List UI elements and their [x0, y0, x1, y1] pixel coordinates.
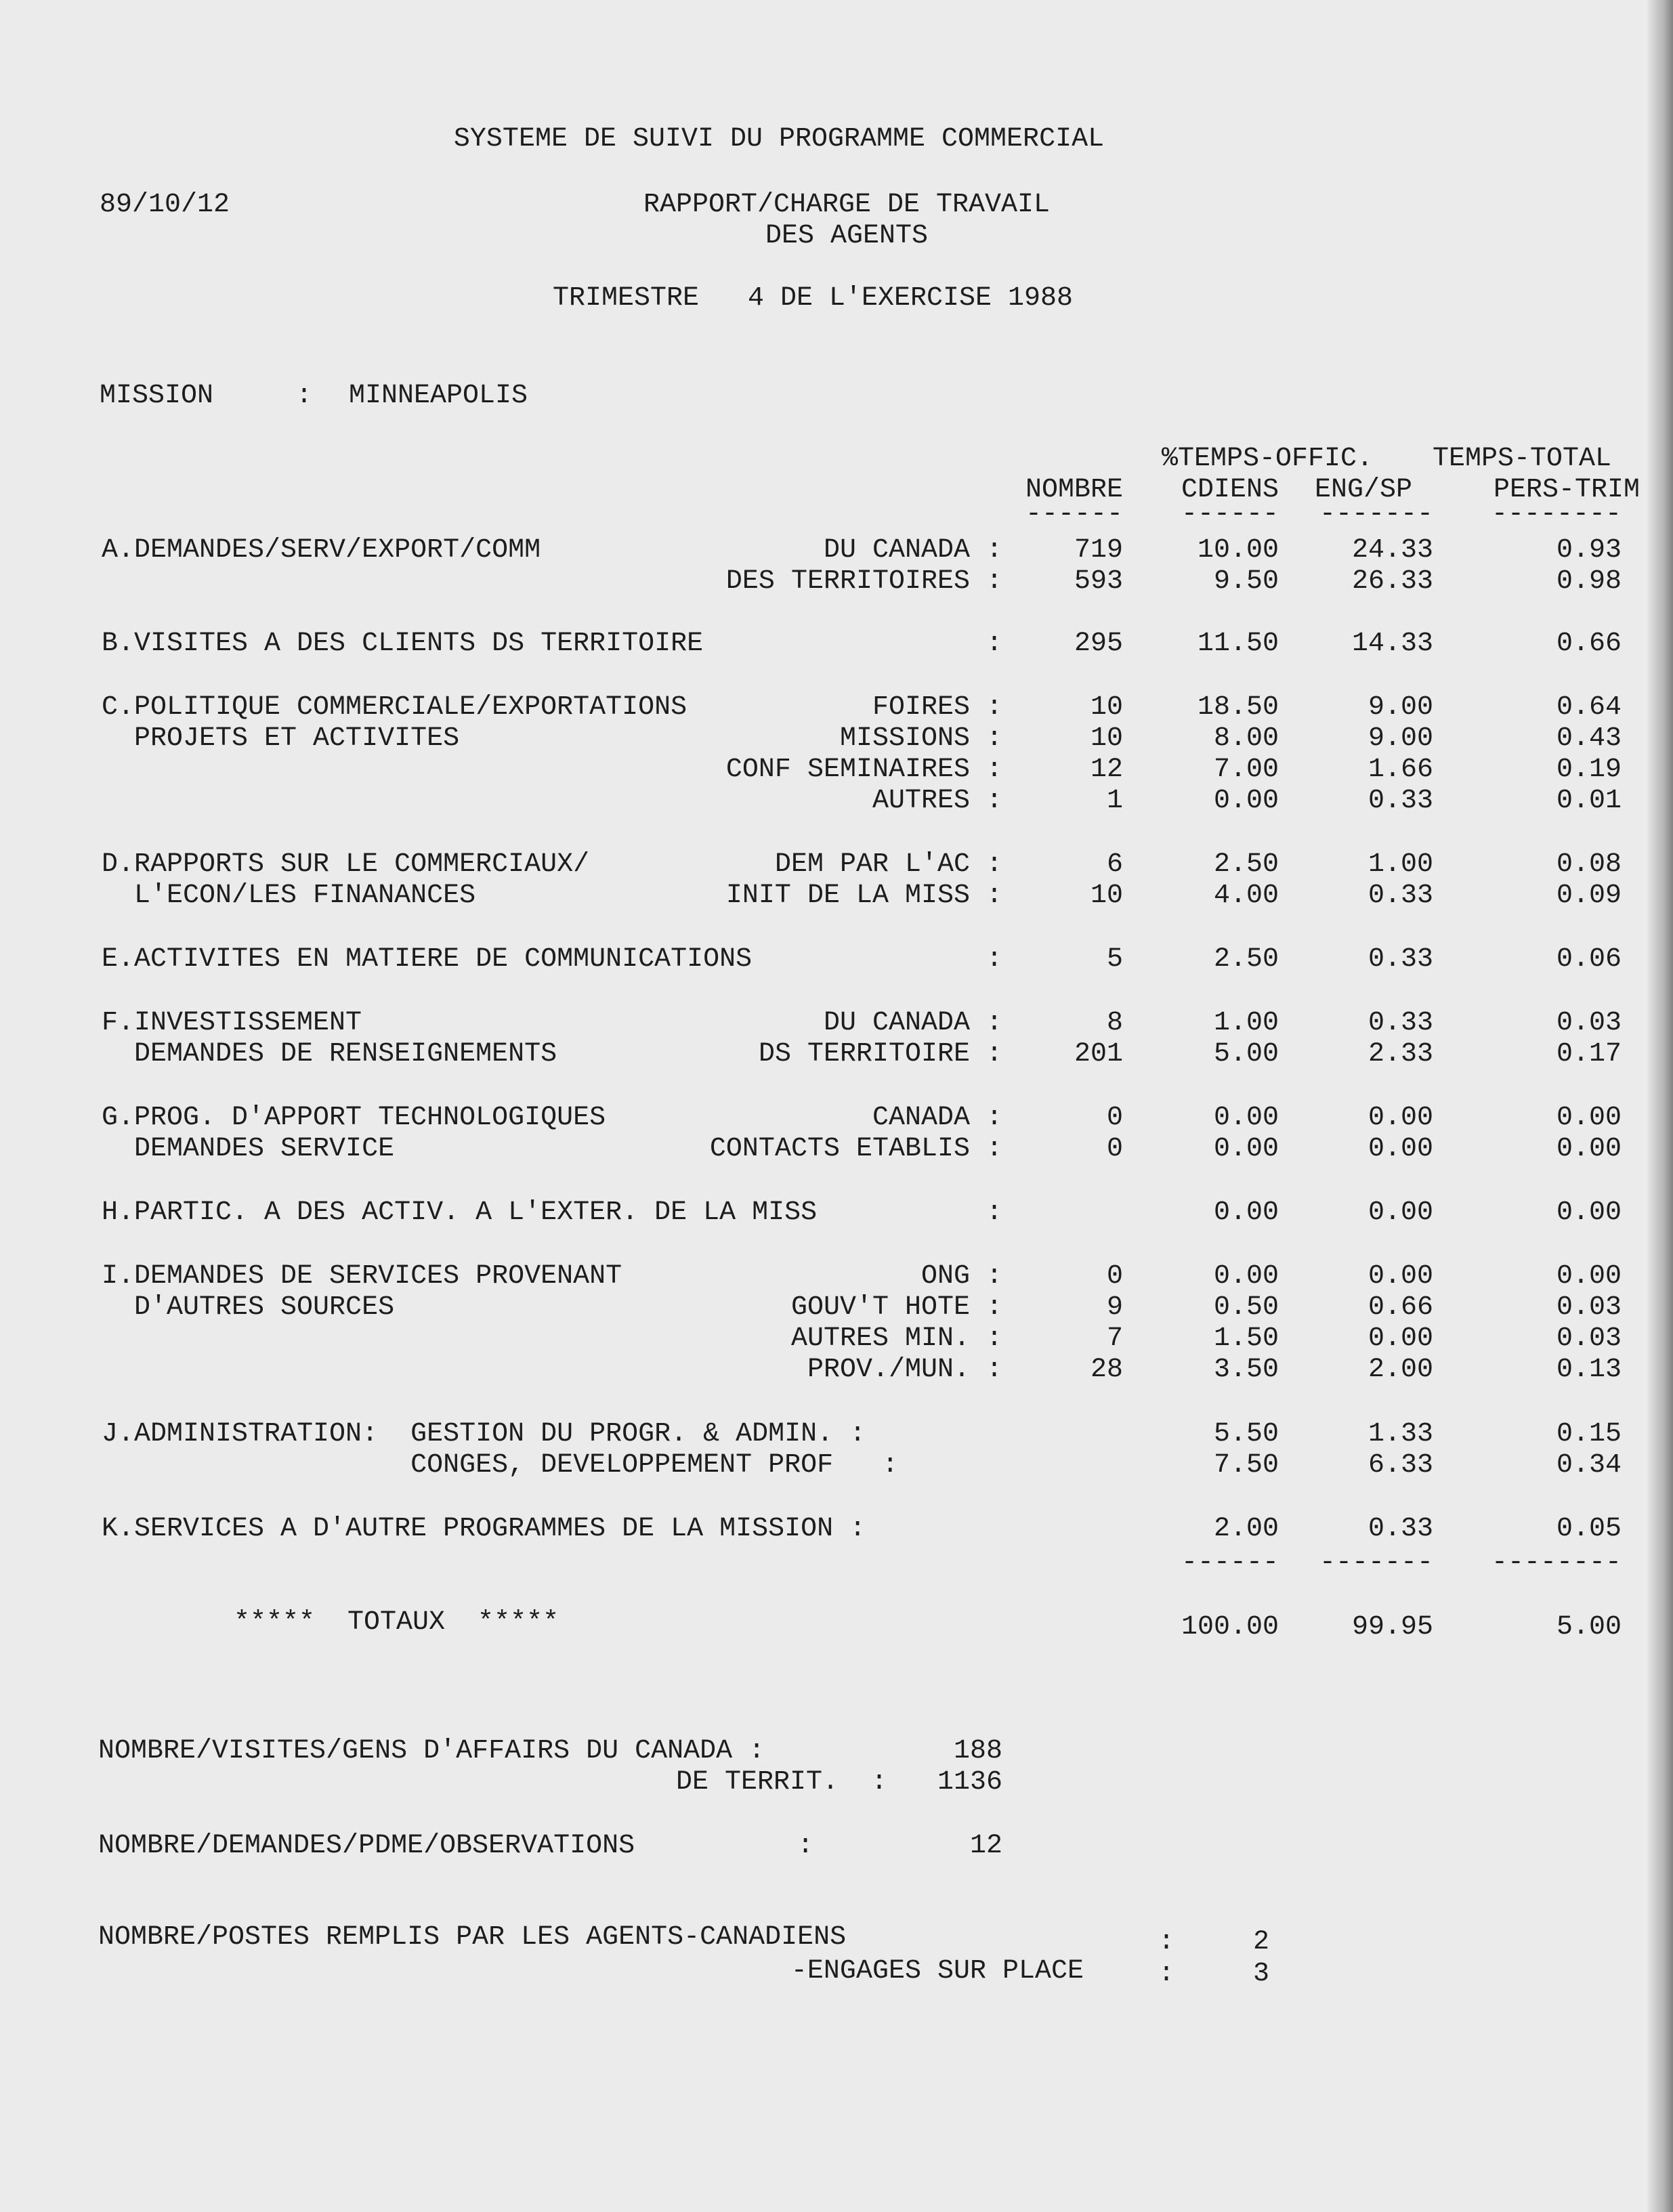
- row-label: L'ECON/LES FINANANCES: [102, 880, 476, 911]
- col-header-cdiens: CDIENS: [1181, 475, 1279, 505]
- row-pers-trim: 0.00: [1556, 1103, 1622, 1133]
- row-sublabel: DES TERRITOIRES :: [725, 566, 1002, 597]
- row-engsp: 9.00: [1368, 692, 1433, 723]
- totals-underline-engsp: -------: [1319, 1548, 1433, 1578]
- footer-territ-label: DE TERRIT. :: [675, 1767, 887, 1798]
- row-pers-trim: 0.00: [1556, 1261, 1622, 1292]
- row-pers-trim: 0.03: [1556, 1323, 1622, 1354]
- scan-edge-shadow: [1646, 0, 1673, 2212]
- row-pers-trim: 0.09: [1556, 880, 1622, 911]
- footer-engages-colon: :: [1158, 1959, 1175, 1989]
- col-header-nombre: NOMBRE: [1025, 475, 1123, 505]
- row-pers-trim: 0.03: [1556, 1008, 1622, 1038]
- row-engsp: 0.33: [1368, 1514, 1433, 1544]
- row-cdiens: 0.00: [1213, 1197, 1279, 1228]
- row-nombre: 28: [1090, 1355, 1123, 1385]
- row-label: D.RAPPORTS SUR LE COMMERCIAUX/: [102, 849, 590, 880]
- footer-postes-colon: :: [1158, 1927, 1175, 1957]
- footer-visites-canada: 188: [953, 1736, 1002, 1766]
- row-engsp: 0.00: [1368, 1103, 1433, 1133]
- row-label: J.ADMINISTRATION: GESTION DU PROGR. & ADMIN. :: [102, 1419, 866, 1449]
- row-pers-trim: 0.66: [1556, 629, 1622, 659]
- row-engsp: 0.33: [1368, 880, 1433, 911]
- col-underline-pers: --------: [1491, 499, 1622, 530]
- row-nombre: 7: [1106, 1323, 1123, 1354]
- row-sublabel: CONTACTS ETABLIS :: [709, 1134, 1002, 1164]
- row-pers-trim: 0.05: [1556, 1514, 1622, 1544]
- row-pers-trim: 0.43: [1556, 723, 1622, 754]
- row-engsp: 0.33: [1368, 1008, 1433, 1038]
- row-nombre: 1: [1106, 786, 1123, 816]
- row-sublabel: CONF SEMINAIRES :: [725, 754, 1002, 785]
- row-nombre: 10: [1090, 723, 1123, 754]
- row-cdiens: 2.00: [1213, 1514, 1279, 1544]
- row-nombre: 0: [1106, 1261, 1123, 1292]
- row-label: PROJETS ET ACTIVITES: [102, 723, 460, 754]
- row-nombre: 201: [1074, 1039, 1123, 1069]
- totals-underline-pers: --------: [1491, 1548, 1622, 1578]
- row-nombre: 593: [1074, 566, 1123, 597]
- footer-visites-label: NOMBRE/VISITES/GENS D'AFFAIRS DU CANADA :: [98, 1736, 765, 1766]
- footer-visites-territ: 1136: [937, 1767, 1002, 1798]
- row-cdiens: 0.00: [1213, 1103, 1279, 1133]
- row-cdiens: 2.50: [1213, 849, 1279, 880]
- footer-postes-engages: 3: [1253, 1959, 1270, 1989]
- row-label: K.SERVICES A D'AUTRE PROGRAMMES DE LA MISSION :: [102, 1514, 866, 1544]
- col-underline-nombre: ------: [1025, 499, 1123, 530]
- row-sublabel: GOUV'T HOTE :: [790, 1292, 1002, 1323]
- mission-value: MINNEAPOLIS: [349, 381, 528, 411]
- row-pers-trim: 0.98: [1556, 566, 1622, 597]
- report-date: 89/10/12: [100, 190, 230, 220]
- row-label: B.VISITES A DES CLIENTS DS TERRITOIRE: [102, 629, 704, 659]
- row-label: F.INVESTISSEMENT: [102, 1008, 362, 1038]
- row-sublabel: DU CANADA :: [823, 535, 1002, 566]
- row-label: CONGES, DEVELOPPEMENT PROF :: [102, 1450, 899, 1481]
- row-sublabel: ONG :: [920, 1261, 1002, 1292]
- row-sublabel: INIT DE LA MISS :: [725, 880, 1002, 911]
- footer-postes-canadiens: 2: [1253, 1927, 1270, 1957]
- row-label: H.PARTIC. A DES ACTIV. A L'EXTER. DE LA MISS: [102, 1197, 818, 1228]
- row-pers-trim: 0.93: [1556, 535, 1622, 566]
- row-cdiens: 3.50: [1213, 1355, 1279, 1385]
- row-cdiens: 1.50: [1213, 1323, 1279, 1354]
- row-engsp: 14.33: [1351, 629, 1433, 659]
- report-period: TRIMESTRE 4 DE L'EXERCISE 1988: [552, 283, 1074, 314]
- row-pers-trim: 0.01: [1556, 786, 1622, 816]
- report-subtitle: DES AGENTS: [765, 221, 929, 251]
- row-cdiens: 8.00: [1213, 723, 1279, 754]
- row-cdiens: 1.00: [1213, 1008, 1279, 1038]
- row-engsp: 1.33: [1368, 1419, 1433, 1449]
- col-underline-cdiens: ------: [1181, 499, 1279, 530]
- row-nombre: 12: [1090, 754, 1123, 785]
- row-sublabel: PROV./MUN. :: [807, 1355, 1002, 1385]
- row-cdiens: 7.50: [1213, 1450, 1279, 1481]
- row-nombre: 9: [1106, 1292, 1123, 1323]
- row-engsp: 9.00: [1368, 723, 1433, 754]
- row-engsp: 6.33: [1368, 1450, 1433, 1481]
- row-pers-trim: 0.00: [1556, 1134, 1622, 1164]
- row-nombre: 10: [1090, 880, 1123, 911]
- row-cdiens: 0.00: [1213, 786, 1279, 816]
- totals-label: ***** TOTAUX *****: [234, 1607, 559, 1638]
- report-title: RAPPORT/CHARGE DE TRAVAIL: [643, 190, 1051, 220]
- row-engsp: 0.00: [1368, 1323, 1433, 1354]
- row-pers-trim: 0.19: [1556, 754, 1622, 785]
- row-sublabel: :: [986, 944, 1002, 975]
- row-pers-trim: 0.15: [1556, 1419, 1622, 1449]
- row-pers-trim: 0.34: [1556, 1450, 1622, 1481]
- system-title: SYSTEME DE SUIVI DU PROGRAMME COMMERCIAL: [453, 124, 1105, 154]
- row-cdiens: 11.50: [1197, 629, 1279, 659]
- row-engsp: 2.00: [1368, 1355, 1433, 1385]
- row-nombre: 0: [1106, 1103, 1123, 1133]
- row-cdiens: 5.00: [1213, 1039, 1279, 1069]
- row-pers-trim: 0.64: [1556, 692, 1622, 723]
- row-cdiens: 0.00: [1213, 1134, 1279, 1164]
- row-cdiens: 0.50: [1213, 1292, 1279, 1323]
- row-sublabel: AUTRES :: [872, 786, 1002, 816]
- row-cdiens: 0.00: [1213, 1261, 1279, 1292]
- row-engsp: 0.66: [1368, 1292, 1433, 1323]
- row-sublabel: :: [986, 629, 1002, 659]
- row-label: I.DEMANDES DE SERVICES PROVENANT: [102, 1261, 622, 1292]
- row-engsp: 1.00: [1368, 849, 1433, 880]
- row-pers-trim: 0.00: [1556, 1197, 1622, 1228]
- row-nombre: 0: [1106, 1134, 1123, 1164]
- footer-engages-label: -ENGAGES SUR PLACE: [790, 1956, 1084, 1986]
- row-nombre: 295: [1074, 629, 1123, 659]
- row-pers-trim: 0.08: [1556, 849, 1622, 880]
- row-label: D'AUTRES SOURCES: [102, 1292, 395, 1323]
- row-pers-trim: 0.17: [1556, 1039, 1622, 1069]
- row-nombre: 719: [1074, 535, 1123, 566]
- row-nombre: 10: [1090, 692, 1123, 723]
- row-cdiens: 7.00: [1213, 754, 1279, 785]
- row-sublabel: DU CANADA :: [823, 1008, 1002, 1038]
- row-label: C.POLITIQUE COMMERCIALE/EXPORTATIONS: [102, 692, 687, 723]
- row-engsp: 24.33: [1351, 535, 1433, 566]
- row-sublabel: AUTRES MIN. :: [790, 1323, 1002, 1354]
- totals-pers: 5.00: [1556, 1612, 1622, 1642]
- row-label: DEMANDES SERVICE: [102, 1134, 395, 1164]
- row-engsp: 0.00: [1368, 1134, 1433, 1164]
- row-nombre: 6: [1106, 849, 1123, 880]
- row-engsp: 26.33: [1351, 566, 1433, 597]
- col-header-pers-trim: PERS-TRIM: [1493, 475, 1640, 505]
- mission-label: MISSION: [100, 381, 214, 411]
- row-engsp: 0.33: [1368, 786, 1433, 816]
- row-label: G.PROG. D'APPORT TECHNOLOGIQUES: [102, 1103, 606, 1133]
- row-nombre: 8: [1106, 1008, 1123, 1038]
- row-engsp: 0.33: [1368, 944, 1433, 975]
- row-label: A.DEMANDES/SERV/EXPORT/COMM: [102, 535, 541, 566]
- row-cdiens: 10.00: [1197, 535, 1279, 566]
- totals-cdiens: 100.00: [1181, 1612, 1279, 1642]
- totals-underline-cdiens: ------: [1181, 1548, 1279, 1578]
- row-sublabel: MISSIONS :: [839, 723, 1002, 754]
- mission-sep: :: [296, 381, 313, 411]
- row-sublabel: DEM PAR L'AC :: [774, 849, 1002, 880]
- row-cdiens: 2.50: [1213, 944, 1279, 975]
- row-sublabel: FOIRES :: [872, 692, 1002, 723]
- col-header-temps-total: TEMPS-TOTAL: [1433, 444, 1612, 474]
- row-label: DEMANDES DE RENSEIGNEMENTS: [102, 1039, 557, 1069]
- row-sublabel: DS TERRITOIRE :: [758, 1039, 1002, 1069]
- footer-demandes-value: 12: [969, 1831, 1002, 1861]
- totals-engsp: 99.95: [1351, 1612, 1433, 1642]
- row-cdiens: 18.50: [1197, 692, 1279, 723]
- row-pers-trim: 0.06: [1556, 944, 1622, 975]
- row-pers-trim: 0.13: [1556, 1355, 1622, 1385]
- row-cdiens: 4.00: [1213, 880, 1279, 911]
- row-pers-trim: 0.03: [1556, 1292, 1622, 1323]
- col-underline-engsp: -------: [1319, 499, 1433, 530]
- row-engsp: 0.00: [1368, 1197, 1433, 1228]
- row-engsp: 0.00: [1368, 1261, 1433, 1292]
- row-nombre: 5: [1106, 944, 1123, 975]
- row-engsp: 1.66: [1368, 754, 1433, 785]
- row-sublabel: :: [986, 1197, 1002, 1228]
- row-engsp: 2.33: [1368, 1039, 1433, 1069]
- col-header-temps-offic: %TEMPS-OFFIC.: [1162, 444, 1374, 474]
- footer-demandes-label: NOMBRE/DEMANDES/PDME/OBSERVATIONS :: [98, 1831, 814, 1861]
- row-cdiens: 5.50: [1213, 1419, 1279, 1449]
- col-header-engsp: ENG/SP: [1314, 475, 1412, 505]
- row-label: E.ACTIVITES EN MATIERE DE COMMUNICATIONS: [102, 944, 753, 975]
- footer-postes-label: NOMBRE/POSTES REMPLIS PAR LES AGENTS-CANADIENS: [98, 1922, 847, 1953]
- row-sublabel: CANADA :: [872, 1103, 1002, 1133]
- row-cdiens: 9.50: [1213, 566, 1279, 597]
